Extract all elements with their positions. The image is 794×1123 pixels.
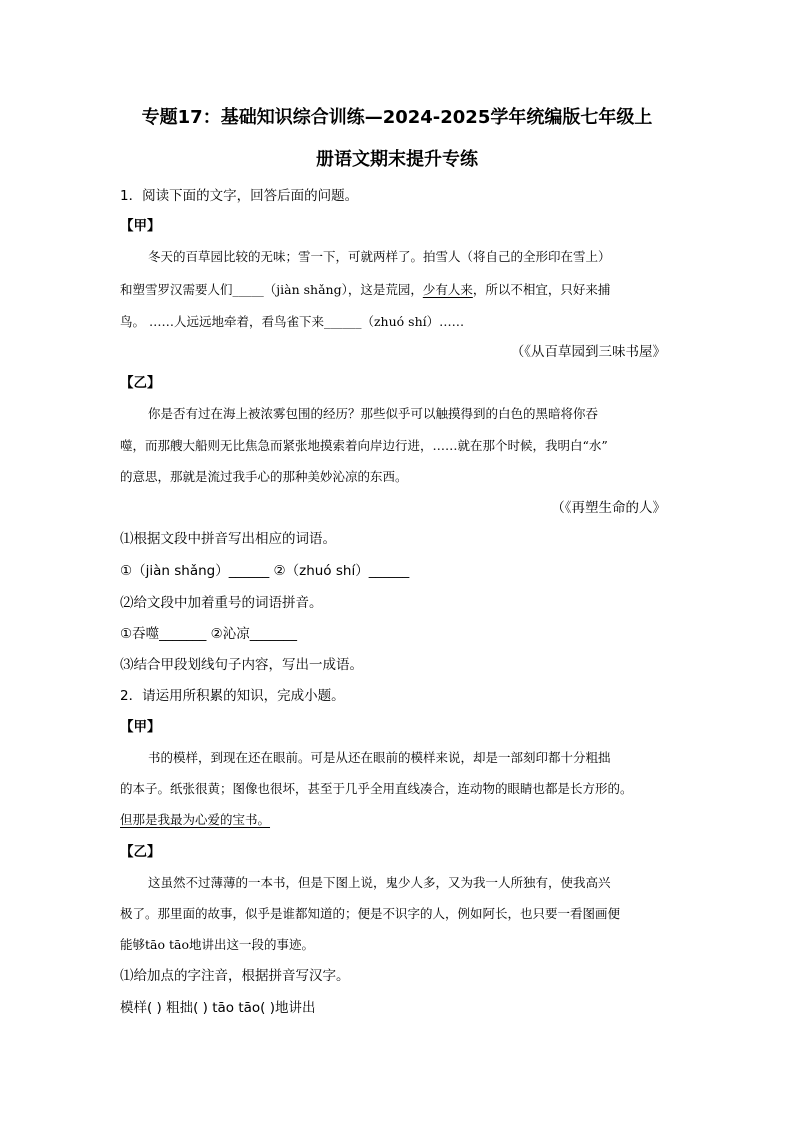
- q1-jia-text: 和塑雪罗汉需要人们_____（jiàn shǎng），这是荒园，: [120, 282, 423, 297]
- q2-stem: 2．请运用所积累的知识，完成小题。: [120, 688, 345, 704]
- q1-yi-paragraph-line1: 你是否有过在海上被浓雾包围的经历？那些似乎可以触摸得到的白色的黑暗将你吞: [148, 406, 599, 421]
- q2-jia-paragraph-line1: 书的模样，到现在还在眼前。可是从还在眼前的模样来说，却是一部刻印都十分粗拙: [148, 750, 611, 765]
- q2-yi-paragraph-line2: 极了。那里面的故事，似乎是谁都知道的；便是不识字的人，例如阿长，也只要一看图画便: [120, 906, 621, 921]
- page-title-continued: 册语文期末提升专练: [316, 149, 478, 170]
- q1-sub2-answer-blanks[interactable]: ①吞噬_______ ②沁凉_______: [120, 626, 297, 642]
- q1-sub1-prompt: ⑴根据文段中拼音写出相应的词语。: [120, 531, 336, 547]
- q1-jia-underlined-phrase: 少有人来: [422, 282, 473, 297]
- q2-yi-paragraph-line3: 能够tāo tāo地讲出这一段的事迹。: [120, 937, 314, 952]
- q1-yi-source: （《再塑生命的人》: [551, 500, 666, 516]
- page-title: 专题17：基础知识综合训练—2024-2025学年统编版七年级上: [141, 107, 653, 128]
- q2-sub1-answer-blanks[interactable]: 模样( ) 粗拙( ) tāo tāo( )地讲出: [120, 1000, 316, 1016]
- q1-sub1-answer-blanks[interactable]: ①（jiàn shǎng）______ ②（zhuó shí）______: [120, 563, 410, 579]
- q1-sub3-prompt: ⑶结合甲段划线句子内容，写出一成语。: [120, 657, 363, 673]
- q1-stem: 1．阅读下面的文字，回答后面的问题。: [120, 188, 359, 204]
- q1-yi-label: 【乙】: [120, 375, 161, 391]
- q1-jia-label: 【甲】: [120, 218, 161, 234]
- q1-yi-paragraph-line2: 噬，而那艘大船则无比焦急而紧张地摸索着向岸边行进，……就在那个时候，我明白“水”: [120, 438, 608, 453]
- q2-jia-label: 【甲】: [120, 719, 161, 735]
- q2-jia-paragraph-line2: 的本子。纸张很黄；图像也很坏，甚至于几乎全用直线凑合，连动物的眼睛也都是长方形的。: [120, 781, 633, 796]
- q1-yi-paragraph-line3: 的意思，那就是流过我手心的那种美妙沁凉的东西。: [120, 469, 408, 484]
- q2-sub1-prompt: ⑴给加点的字注音，根据拼音写汉字。: [120, 968, 350, 984]
- q1-jia-source: （《从百草园到三味书屋》: [510, 344, 666, 360]
- q1-jia-paragraph-line2: [120, 280, 610, 300]
- q2-jia-underlined-sentence: 但那是我最为心爱的宝书。: [120, 812, 271, 827]
- q2-yi-label: 【乙】: [120, 844, 161, 860]
- q1-jia-text-cont: ，所以不相宜，只好来捕: [472, 282, 611, 297]
- q1-jia-paragraph-line1: 冬天的百草园比较的无味；雪一下，可就两样了。拍雪人（将自己的全形印在雪上）: [148, 249, 611, 264]
- q1-jia-paragraph-line3: 鸟。 ……人远远地牵着，看鸟雀下来______（zhuó shí）……: [120, 314, 465, 329]
- q1-sub2-prompt: ⑵给文段中加着重号的词语拼音。: [120, 595, 323, 611]
- q2-yi-paragraph-line1: 这虽然不过薄薄的一本书，但是下图上说，鬼少人多，又为我一人所独有，使我高兴: [148, 875, 611, 890]
